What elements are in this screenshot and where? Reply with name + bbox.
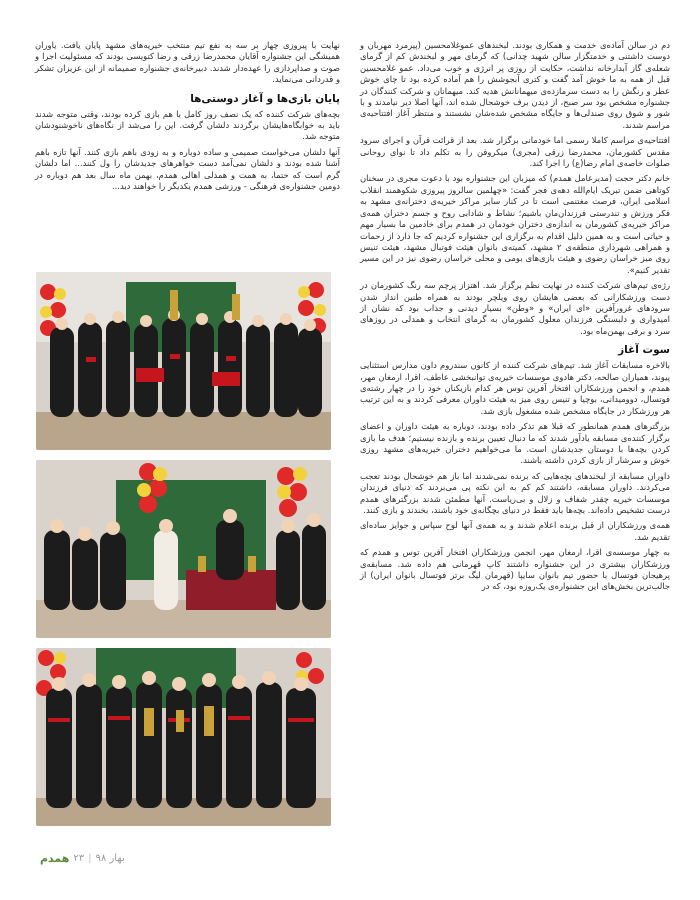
article-paragraph: همه‌ی ورزشکاران از قبل برنده اعلام شدند و به همه‌ی آنها لوح سپاس و جوایز ساده‌ای تقدیم شد. [360, 520, 670, 542]
issue-season: بهار ۹۸ [95, 853, 125, 864]
article-paragraph: خانم دکتر حجت (مدیرعامل همدم) که میزبان این جشنواره بود با دعوت مجری در سخنان کوتاهی ضمن تبریک ایام‌الله دهه‌ی فجر گفت: «چهلمین سالروز پیروزی شکوهمند انقلاب اسلامی ایران، فرصت مغتنمی است تا در کنار سایر مراکز خیریه‌ی دخترانه‌ی مشهد به فکر ورزش و تندرستی فرزندان‌مان باشیم؛ نشاط و شادابی روح و جسم دختران همه‌ی مراکز خیریه‌ی کشورمان به اندازه‌ی دختران خودمان در همدم برای خادمین ما بسیار مهم و حیاتی است و به همین دلیل اقدام به برگزاری این جشنواره کردیم که جا دارد از زحمات و همراهی شهرداری منطقه‌ی ۲ مشهد، کمیته‌ی بانوان هیئت فوتبال مشهد، هیئت تنیس روی میز خراسان رضوی و هیئت بازی‌های بومی و محلی خراسان رضوی نیز در این مسیر تقدیر کنیم». [360, 173, 670, 275]
article-paragraph: داوران مسابقه از لبخندهای بچه‌هایی که برنده نمی‌شدند اما باز هم خوشحال بودند تعجب می‌کردند. داوران مسابقه، داشتند کم کم به این نکته پی می‌بردند که دنیای فرزندان موسسات خیریه چقدر شفاف و زلال و بی‌ریاست. آنها مطمئن شدند بزرگترهای همدم درست تشخیص داده‌اند. بچه‌ها باید فقط در دنیای بچگانه‌ی خود باشند، بخندند و بازی کنند. [360, 470, 670, 516]
article-paragraph: بالاخره مسابقات آغاز شد. تیم‌های شرکت کننده از کانون سندروم داون مدارس استثنایی پیوند، همیاران صالحه، دکتر هادوی موسسات خیریه‌ی توانبخشی عاطف، اقرا، ارمغان مهر، همدم، و انجمن ورزشکاران افتخار آفرین توس هر کدام بازیکنان خود را در چهار رشته‌ی فوتسال، دوومیدانی، بوچیا و تنیس روی میز به هیئت داوران معرفی کردند و به این ترتیب هر ورزشکار در جایگاه مشخص شده مشغول بازی شد. [360, 360, 670, 416]
section-heading: پایان بازی‌ها و آغاز دوستی‌ها [190, 92, 340, 105]
left-text-column [35, 40, 340, 196]
page-number: ۲۳ [73, 853, 85, 864]
article-paragraph: دم در سالن آماده‌ی خدمت و همکاری بودند. لبخندهای عموغلامحسین (پیرمرد مهربان و دوست داشتنی و خدمتگزار سالن شهید چدانی) که گرمای مهر و لبخندش کم از گرمای شعله‌ی گاز آبدارخانه نداشت، حکایت از روزی پر انرژی و خوب می‌داد. عمو غلامحسین قبل از همه به ما خوش آمد گفت و کتری آبجوشش را هم آماده کرده بود تا چای خوش عطر و رنگش را به دست سرمازده‌ی میهمانانش هدیه کند. میهمانان و شرکت کنندگان در جشنواره مشخص بود سر صبح، از دیدن برف خوشحال شده اند، آنها اصلا دیر نیامدند و با شور و شوق روی صندلی‌ها و جایگاه مشخص شده‌شان نشستند و منتظر آغاز افتتاحیه‌ی مراسم شدند. [360, 40, 670, 130]
article-paragraph: نهایت با پیروزی چهار بر سه به نفع تیم منتخب خیریه‌های مشهد پایان یافت. یاوران همیشگی این جشنواره آقایان محمدرضا زرقی و رضا کتویسی بودند که مسئولیت اجرا و صوت و صداپردازی را عهده‌دار شدند. دبیرخانه‌ی جشنواره صمیمانه از این عزیزان تشکر و قدردانی می‌نماید. [35, 40, 340, 85]
ceremony-photo [36, 460, 331, 638]
team-photo [36, 272, 331, 450]
article-paragraph: بزرگترهای همدم همانطور که قبلا هم تذکر داده بودند، دوباره به هیئت داوران و اعضای برگزار کننده‌ی مسابقه یادآور شدند که ما دنبال تعیین برنده و بازنده نیستیم؛ هدف ما بازی کردن بچه‌ها با دوستان جدیدشان است. ما می‌خواهیم دختران خیریه‌های مشهد روزی خوش و سرشار از بازی کردن داشته باشند. [360, 421, 670, 466]
trophy-team-photo [36, 648, 331, 826]
article-paragraph: افتتاحیه‌ی مراسم کاملا رسمی اما خودمانی برگزار شد. بعد از قرائت قرآن و اجرای سرود مقدس کشورمان، محمدرضا زرقی (مجری) میکروفن را به تکلم داد تا نوای روحانی صلوات خاصه‌ی امام رضا(ع) را اجرا کند. [360, 135, 670, 169]
article-paragraph: آنها دلشان می‌خواست صمیمی و ساده دوباره و به زودی باهم بازی کنند. آنها تازه باهم آشنا شده بودند و دلشان نمی‌آمد دست خواهرهای جدیدشان را ول کنند... اما دلشان گرم است که حتما، به همت و همدلی اهالی همدم، بهمن ماه سال بعد هم دوباره در دومین جشنواره‌ی فرهنگی - ورزشی همدم یکدیگر را خواهند دید... [35, 146, 340, 192]
section-heading: سوت آغاز [618, 344, 670, 357]
article-paragraph: رژه‌ی تیم‌های شرکت کننده در نهایت نظم برگزار شد. اهتزاز پرچم سه رنگ کشورمان در دست ورزشکارانی که بعضی هایشان روی ویلچر بودند به همراه طنین انداز شدن سرودهای غرورآفرین «ای ایران» و «وطن» بسیار دیدنی و جذاب بود که نشان از امیدواری و دلبستگی فرزندان معلول کشورمان به گرمای انتخاب و همدلی در روزهای سرد و برفی بهمن‌ماه بود. [360, 280, 670, 336]
article-paragraph: بچه‌های شرکت کننده که یک نصف روز کامل با هم بازی کرده بودند، وقتی متوجه شدند باید به خوابگاه‌هایشان برگردند دلشان گرفت. این را می‌شد از نگاه‌های ناخوشنودشان متوجه شد. [35, 108, 340, 142]
right-text-column [360, 40, 670, 597]
article-paragraph: به چهار موسسه‌ی اقرا، ارمغان مهر، انجمن ورزشکاران افتخار آفرین توس و همدم که ورزشکاران بیشتری در این جشنواره داشتند کاپ قهرمانی هم داده شد. مسابقه‌ی پرهیجان فوتسال با حضور تیم بانوان سایپا (قهرمان لیگ برتر فوتسال بانوان ایران) از جالب‌ترین بخش‌های این جشنواره‌ی یک‌روزه بود، که در [360, 547, 670, 592]
page-footer [40, 852, 125, 865]
footer-divider: | [88, 853, 92, 864]
magazine-logo: همدم [40, 852, 70, 865]
